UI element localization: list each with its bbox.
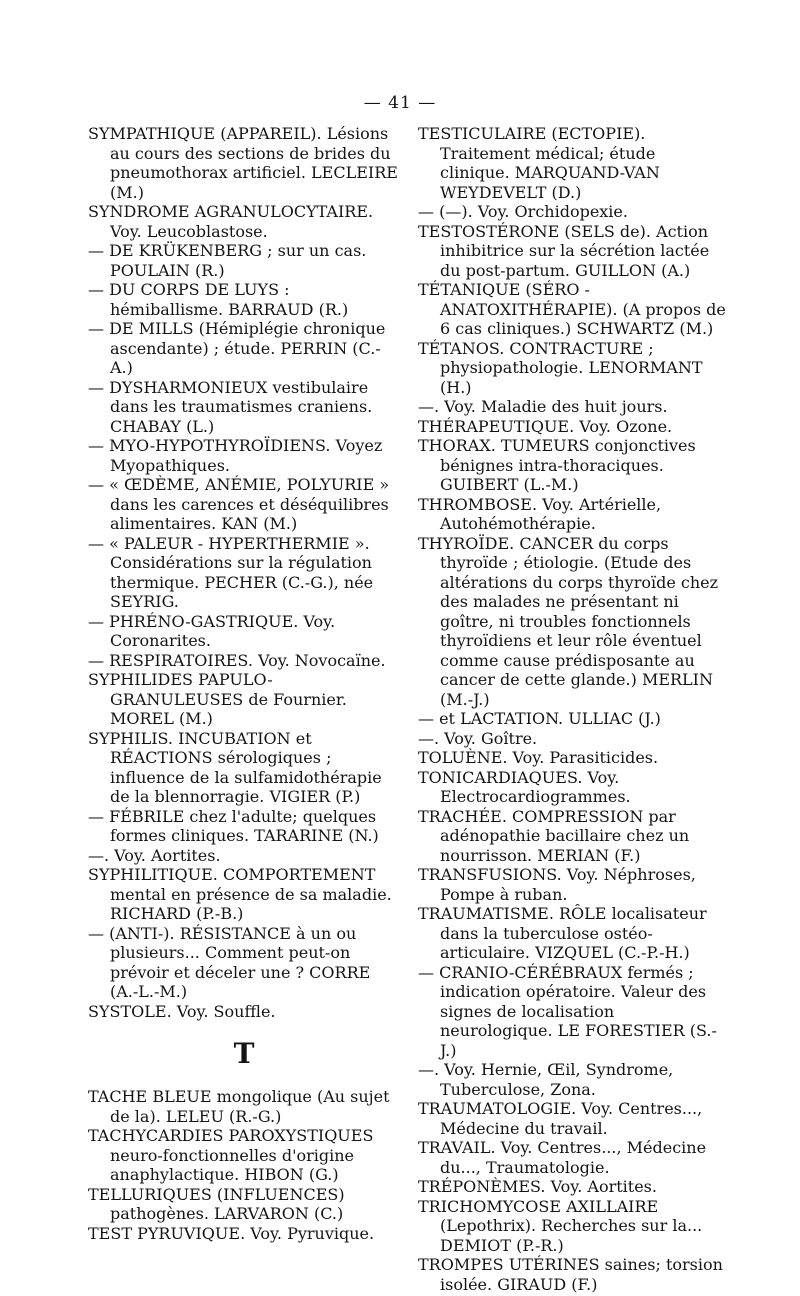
index-entry: TRACHÉE. COMPRESSION par adénopathie bacillaire chez un nourrisson. MERIAN (F.) (418, 806, 690, 865)
index-entry: SYNDROME AGRANULOCYTAIRE. Voy. Leucoblastose. (88, 202, 374, 241)
index-entry: THÉRAPEUTIQUE. Voy. Ozone. (418, 416, 673, 436)
index-entry: TOLUÈNE. Voy. Parasiticides. (418, 748, 659, 767)
index-entry: TRÉPONÈMES. Voy. Aortites. (418, 1177, 657, 1196)
index-entry: — (—). Voy. Orchidopexie. (418, 202, 628, 221)
index-entry: TRAVAIL. Voy. Centres..., Médecine du..., Traumatologie. (418, 1138, 707, 1177)
index-entry: — RESPIRATOIRES. Voy. Novocaïne. (88, 650, 386, 670)
index-entry: — DE KRÜKENBERG ; sur un cas. POULAIN (R.) (88, 241, 367, 280)
index-entry: TONICARDIAQUES. Voy. Electrocardiogrammes. (418, 767, 631, 806)
index-entry: TEST PYRUVIQUE. Voy. Pyruvique. (88, 1223, 375, 1243)
index-entry: TROMPES UTÉRINES saines; torsion isolée. GIRAUD (F.) (418, 1255, 723, 1294)
index-entry: — PHRÉNO-GASTRIQUE. Voy. Coronarites. (88, 611, 336, 650)
index-entry: — DE MILLS (Hémiplégie chronique ascendante) ; étude. PERRIN (C.-A.) (88, 319, 386, 377)
index-entry: — « ŒDÈME, ANÉMIE, POLYURIE » dans les carences et déséquilibres alimentaires. KAN (M.) (88, 475, 390, 533)
index-entry: TELLURIQUES (INFLUENCES) pathogènes. LARVARON (C.) (88, 1184, 345, 1223)
section-letter: T (233, 1037, 255, 1070)
index-entry: SYPHILIDES PAPULO-GRANULEUSES de Fournier. MOREL (M.) (88, 670, 347, 728)
index-entry: TRAUMATOLOGIE. Voy. Centres..., Médecine du travail. (418, 1099, 703, 1138)
index-entry: — et LACTATION. ULLIAC (J.) (418, 709, 661, 728)
index-entry: TESTICULAIRE (ECTOPIE). Traitement médical; étude clinique. MARQUAND-VAN WEYDEVELT (D.) (418, 124, 660, 202)
index-entry: TESTOSTÉRONE (SELS de). Action inhibitrice sur la sécrétion lactée du post-partum. GUILLON (A.) (418, 221, 710, 280)
index-entry: TACHE BLEUE mongolique (Au sujet de la). LELEU (R.-G.) (88, 1087, 390, 1126)
index-entry: — FÉBRILE chez l'adulte; quelques formes cliniques. TARARINE (N.) (88, 806, 379, 845)
index-entry: — DYSHARMONIEUX vestibulaire dans les traumatismes craniens. CHABAY (L.) (88, 377, 373, 436)
index-entry: SYSTOLE. Voy. Souffle. (88, 1001, 276, 1021)
index-entry: —. Voy. Hernie, Œil, Syndrome, Tuberculose, Zona. (418, 1060, 674, 1099)
index-entry: — MYO-HYPOTHYROÏDIENS. Voyez Myopathiques. (88, 436, 383, 475)
index-entry: — « PALEUR - HYPERTHERMIE ». Considérations sur la régulation thermique. PECHER (C.-G.), née SEYRIG. (88, 533, 374, 611)
index-entry: THORAX. TUMEURS conjonctives bénignes intra-thoraciques. GUIBERT (L.-M.) (418, 436, 696, 494)
index-entry: —. Voy. Goître. (418, 728, 538, 748)
page-number: — 41 — (363, 93, 437, 113)
left-column (88, 124, 400, 1243)
index-entry: TÉTANIQUE (SÉRO - ANATOXITHÉRAPIE). (A propos de 6 cas cliniques.) SCHWARTZ (M.) (418, 280, 726, 338)
index-entry: TRAUMATISME. RÔLE localisateur dans la tuberculose ostéo-articulaire. VIZQUEL (C.-P.-H.) (418, 904, 707, 962)
index-entry: THROMBOSE. Voy. Artérielle, Autohémothérapie. (418, 494, 662, 533)
index-entry: TRANSFUSIONS. Voy. Néphroses, Pompe à ruban. (418, 865, 696, 904)
index-entry: TACHYCARDIES PAROXYSTIQUES neuro-fonctionnelles d'origine anaphylactique. HIBON (G.) (88, 1126, 374, 1184)
index-entry: —. Voy. Aortites. (88, 845, 221, 865)
index-entry: THYROÏDE. CANCER du corps thyroïde ; étiologie. (Etude des altérations du corps thyroïde chez des malades ne présentant ni goître, ni troubles fonctionnels thyroïdiens et leur rôle éventuel comme cause prédisposante au cancer de cette glande.) MERLIN (M.-J.) (418, 533, 719, 709)
right-column (418, 124, 730, 1294)
index-entry: SYPHILIS. INCUBATION et RÉACTIONS sérologiques ; influence de la sulfamidothérapie de la blennorragie. VIGIER (P.) (88, 728, 382, 806)
index-entry: SYPHILITIQUE. COMPORTEMENT mental en présence de sa maladie. RICHARD (P.-B.) (88, 865, 392, 923)
index-entry: — CRANIO-CÉRÉBRAUX fermés ; indication opératoire. Valeur des signes de localisation neurologique. LE FORESTIER (S.-J.) (418, 962, 717, 1060)
index-entry: SYMPATHIQUE (APPAREIL). Lésions au cours des sections de brides du pneumothorax artificiel. LECLEIRE (M.) (88, 124, 398, 202)
index-entry: — DU CORPS DE LUYS : hémiballisme. BARRAUD (R.) (88, 280, 349, 319)
index-entry: TÉTANOS. CONTRACTURE ; physiopathologie. LENORMANT (H.) (418, 338, 703, 397)
index-entry: TRICHOMYCOSE AXILLAIRE (Lepothrix). Recherches sur la... DEMIOT (P.-R.) (418, 1196, 703, 1255)
index-entry: — (ANTI-). RÉSISTANCE à un ou plusieurs... Comment peut-on prévoir et déceler une ? CORRE (A.-L.-M.) (88, 923, 371, 1001)
index-entry: —. Voy. Maladie des huit jours. (418, 397, 668, 416)
